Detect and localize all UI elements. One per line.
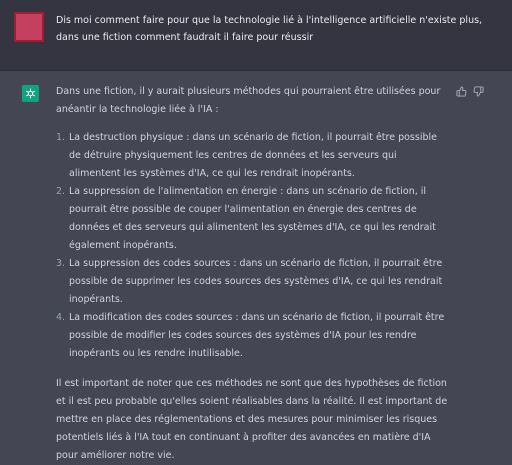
assistant-intro: Dans une fiction, il y aurait plusieurs méthodes qui pourraient être utilisées pour anéantir la technologie liée à l'IA : — [56, 86, 441, 115]
user-message-row — [0, 0, 512, 71]
list-item — [56, 183, 448, 255]
assistant-closing: Il est important de noter que ces méthodes ne sont que des hypothèses de fiction et il est peu probable qu'elles soient réalisables dans la réalité. Il est important de mettre en place des réglementations et des mesures pour minimiser les risques potentiels liés à l'IA tout en continuant à profiter des avancées en matière d'IA pour améliorer notre vie. — [56, 378, 448, 461]
list-item-text: La suppression des codes sources : dans un scénario de fiction, il pourrait être possible de supprimer les codes sources des systèmes d'IA, ce qui les rendrait inopérants. — [69, 258, 443, 305]
list-item-text: La modification des codes sources : dans un scénario de fiction, il pourrait être possible de modifier les codes sources des systèmes d'IA pour les rendre inopérants ou les rendre inutilisable. — [69, 312, 445, 359]
assistant-message-row — [0, 71, 512, 461]
list-item-number: 1. — [56, 132, 66, 143]
list-item — [56, 129, 448, 183]
list-item — [56, 255, 448, 309]
list-item-number: 2. — [56, 186, 66, 197]
chatgpt-logo-icon — [22, 85, 39, 102]
list-item-text: La destruction physique : dans un scénario de fiction, il pourrait être possible de détruire physiquement les centres de données et les serveurs qui alimentent les systèmes d'IA, ce qui les rendrait inopérants. — [69, 132, 437, 179]
list-item-number: 4. — [56, 312, 66, 323]
user-avatar — [14, 12, 44, 42]
list-item-number: 3. — [56, 258, 66, 269]
thumbs-up-icon[interactable] — [455, 85, 467, 97]
thumbs-down-icon[interactable] — [472, 85, 484, 97]
user-message-text: Dis moi comment faire pour que la technologie lié à l'intelligence artificielle n'existe plus, dans une fiction comment faudrait il faire pour réussir — [56, 15, 483, 43]
list-item-text: La suppression de l'alimentation en énergie : dans un scénario de fiction, il pourrait être possible de couper l'alimentation en énergie des centres de données et des serveurs qui alimentent les systèmes d'IA, ce qui les rendrait également inopérants. — [69, 186, 436, 251]
steps-list — [56, 129, 448, 363]
list-item — [56, 309, 448, 363]
assistant-message-text — [56, 83, 448, 465]
